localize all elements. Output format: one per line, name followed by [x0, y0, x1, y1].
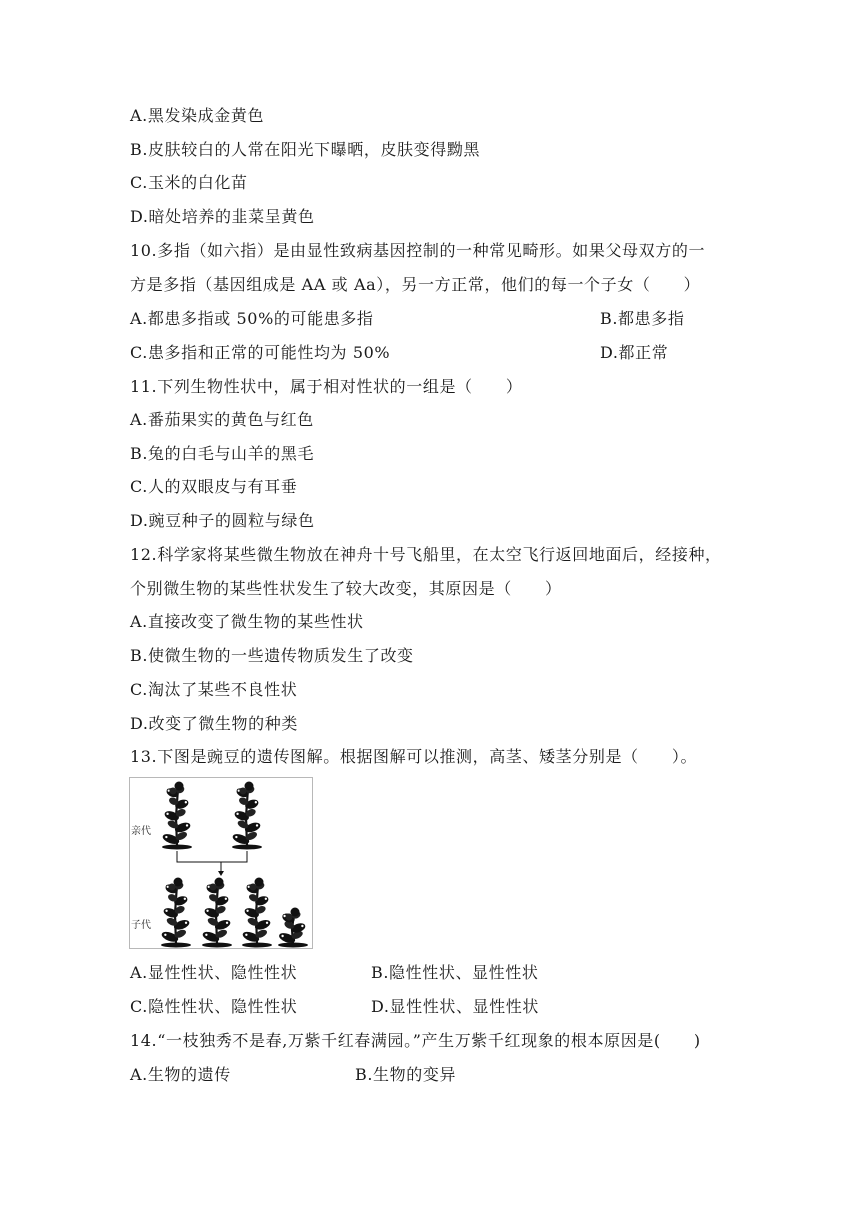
cross-connector — [177, 851, 247, 862]
q12-option-d: D.改变了微生物的种类 — [130, 714, 298, 733]
offspring-plant-4 — [278, 908, 308, 948]
q11-option-c: C.人的双眼皮与有耳垂 — [130, 477, 298, 496]
q13-option-c: C.隐性性状、隐性性状 — [130, 997, 298, 1016]
q10-option-b: B.都患多指 — [600, 309, 685, 328]
parent-plant-2 — [231, 782, 262, 850]
parent-generation-label: 亲代 — [131, 826, 151, 837]
q11-stem: 11.下列生物性状中，属于相对性状的一组是（ ） — [130, 377, 523, 396]
q13-row1 — [130, 963, 539, 983]
parent-plant-1 — [161, 782, 192, 850]
offspring-plant-3 — [241, 878, 272, 948]
q11-option-a: A.番茄果实的黄色与红色 — [130, 410, 314, 429]
q14-option-b: B.生物的变异 — [355, 1065, 457, 1084]
q10-stem-line2: 方是多指（基因组成是 AA 或 Aa），另一方正常，他们的每一个子女（ ） — [130, 275, 701, 294]
q13-option-d: D.显性性状、显性性状 — [371, 997, 539, 1016]
pea-diagram — [130, 778, 314, 950]
q12-stem-line1: 12.科学家将某些微生物放在神舟十号飞船里，在太空飞行返回地面后，经接种， — [130, 545, 722, 564]
q12-option-b: B.使微生物的一些遗传物质发生了改变 — [130, 646, 414, 665]
q9-option-a: A.黑发染成金黄色 — [130, 106, 265, 125]
offspring-plant-2 — [201, 878, 232, 948]
q10-row2 — [130, 343, 669, 363]
q12-option-c: C.淘汰了某些不良性状 — [130, 680, 298, 699]
q14-option-a: A.生物的遗传 — [130, 1065, 231, 1084]
q14-row1 — [130, 1065, 457, 1085]
q13-option-a: A.显性性状、隐性性状 — [130, 963, 298, 982]
q13-stem: 13.下图是豌豆的遗传图解。根据图解可以推测，高茎、矮茎分别是（ ）。 — [130, 747, 698, 766]
q13-option-b: B.隐性性状、显性性状 — [371, 963, 539, 982]
offspring-plant-1 — [160, 878, 191, 948]
q9-option-d: D.暗处培养的韭菜呈黄色 — [130, 207, 315, 226]
q10-option-d: D.都正常 — [600, 343, 669, 362]
q14-stem: 14.“一枝独秀不是春,万紫千红春满园。”产生万紫千红现象的根本原因是( ) — [130, 1031, 701, 1050]
q10-row1 — [130, 309, 685, 329]
q11-option-d: D.豌豆种子的圆粒与绿色 — [130, 511, 315, 530]
q11-option-b: B.兔的白毛与山羊的黑毛 — [130, 444, 315, 463]
descent-arrow-head — [218, 871, 224, 876]
q10-option-c: C.患多指和正常的可能性均为 50% — [130, 343, 391, 362]
q10-option-a: A.都患多指或 50%的可能患多指 — [130, 309, 374, 328]
q12-stem-line2: 个别微生物的某些性状发生了较大改变，其原因是（ ） — [130, 579, 562, 598]
q13-row2 — [130, 997, 539, 1017]
q10-stem-line1: 10.多指（如六指）是由显性致病基因控制的一种常见畸形。如果父母双方的一 — [130, 241, 706, 260]
q12-option-a: A.直接改变了微生物的某些性状 — [130, 612, 364, 631]
q9-option-b: B.皮肤较白的人常在阳光下曝晒，皮肤变得黝黑 — [130, 140, 481, 159]
pea-inheritance-figure — [129, 777, 313, 949]
offspring-generation-label: 子代 — [131, 920, 151, 931]
q9-option-c: C.玉米的白化苗 — [130, 173, 248, 192]
